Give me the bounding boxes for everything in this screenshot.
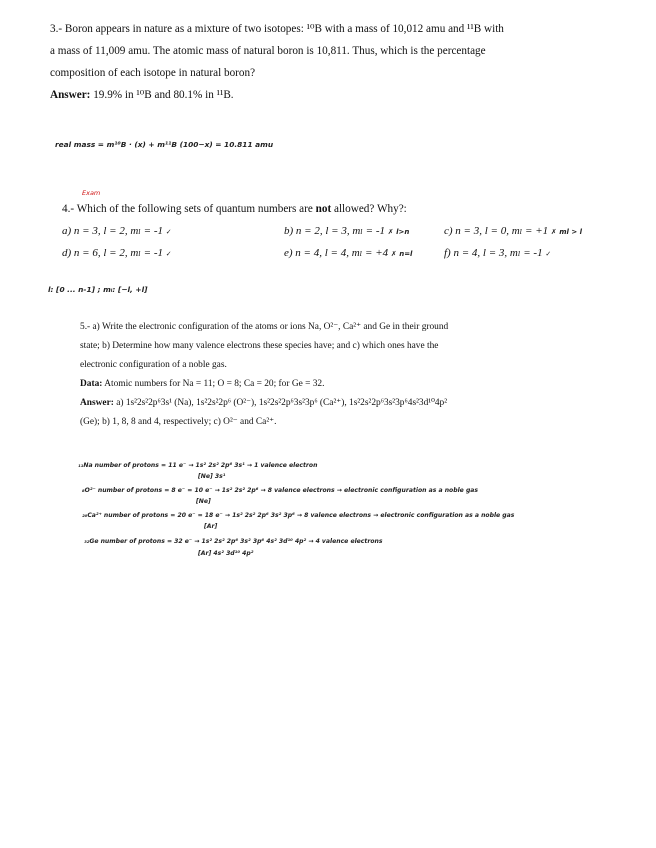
handwriting-q4: l: [0 ... n-1] ; mₗ: [−l, +l]	[48, 285, 148, 294]
q4-option-d: d) n = 6, l = 2, mₗ = -1 ✓	[62, 247, 172, 259]
handwriting-q5-line-8: [Ar] 4s² 3d¹⁰ 4p²	[198, 550, 254, 557]
q5-answer	[80, 394, 546, 413]
q4-option-f: f) n = 4, l = 3, mₗ = -1 ✓	[444, 247, 552, 259]
question-3	[50, 18, 595, 106]
q5-answer-cont: (Ge); b) 1, 8, 8 and 4, respectively; c) O²⁻ and Ca²⁺.	[80, 417, 277, 427]
handwriting-q5-line-1: ₁₁Na number of protons = 11 e⁻ → 1s² 2s² 2p⁶ 3s¹ → 1 valence electron	[78, 462, 318, 469]
q5-answer-label: Answer:	[80, 398, 114, 408]
handwriting-q5-line-3: ₈O²⁻ number of protons = 8 e⁻ = 10 e⁻ → 1s² 2s² 2p⁶ → 8 valence electrons → electronic configuration as a noble gas	[82, 487, 479, 494]
q4-suffix: allowed? Why?:	[331, 203, 407, 215]
q4-mark-c: ✗ ml > l	[550, 228, 583, 236]
question-5	[80, 318, 546, 432]
q4-mark-b: ✗ l>n	[387, 228, 410, 236]
q5-answer-text-1: a) 1s²2s²2p⁶3s¹ (Na), 1s²2s²2p⁶ (O²⁻), 1s²2s²2p⁶3s²3p⁶ (Ca²⁺), 1s²2s²2p⁶3s²3p⁶4s²3d¹⁰4p²	[113, 398, 448, 408]
red-note: Exam	[82, 189, 101, 197]
q5-data-label: Data:	[80, 379, 103, 389]
q3-line-1: 3.- Boron appears in nature as a mixture of two isotopes: ¹⁰B with a mass of 10,012 amu and ¹¹B with	[50, 23, 504, 35]
q4-option-c: c) n = 3, l = 0, mₗ = +1 ✗ ml > l	[444, 225, 583, 237]
q4-mark-d: ✓	[165, 250, 172, 258]
q3-line-3: composition of each isotope in natural boron?	[50, 67, 256, 79]
q4-mark-a: ✓	[165, 228, 172, 236]
handwriting-q5-line-5: ₂₀Ca²⁺ number of protons = 20 e⁻ = 18 e⁻ → 1s² 2s² 2p⁶ 3s² 3p⁶ → 8 valence electrons → electronic configuration as a noble gas	[82, 512, 515, 519]
q5-line-1: 5.- a) Write the electronic configuration of the atoms or ions Na, O²⁻, Ca²⁺ and Ge in their ground	[80, 322, 449, 332]
q4-mark-e: ✗ n=l	[390, 250, 413, 258]
q4-bold-word: not	[315, 203, 332, 215]
handwriting-q5-line-7: ₃₂Ge number of protons = 32 e⁻ → 1s² 2s² 2p⁶ 3s² 3p⁶ 4s² 3d¹⁰ 4p² → 4 valence electrons	[84, 538, 383, 545]
q3-answer-text: 19.9% in ¹⁰B and 80.1% in ¹¹B.	[90, 89, 234, 101]
q5-data-text: Atomic numbers for Na = 11; O = 8; Ca = 20; for Ge = 32.	[102, 379, 325, 389]
handwriting-q5-line-2: [Ne] 3s¹	[198, 473, 226, 480]
q3-answer	[50, 84, 595, 106]
q5-data	[80, 375, 546, 394]
q5-line-3: electronic configuration of a noble gas.	[80, 360, 227, 370]
q4-prompt	[62, 198, 407, 220]
handwriting-q5-line-4: [Ne]	[196, 498, 211, 505]
handwriting-q5-line-6: [Ar]	[204, 523, 218, 530]
q5-line-2: state; b) Determine how many valence electrons these species have; and c) which ones have the	[80, 341, 439, 351]
q4-prefix: 4.- Which of the following sets of quantum numbers are	[62, 203, 316, 215]
handwriting-q3: real mass = m¹⁰B · (x) + m¹¹B (100−x) = 10.811 amu	[55, 140, 274, 149]
q4-option-a: a) n = 3, l = 2, mₗ = -1 ✓	[62, 225, 172, 237]
q4-mark-f: ✓	[545, 250, 552, 258]
q3-line-2: a mass of 11,009 amu. The atomic mass of natural boron is 10,811. Thus, which is the percentage	[50, 45, 486, 57]
question-4	[62, 198, 622, 268]
q4-option-b: b) n = 2, l = 3, mₗ = -1 ✗ l>n	[284, 225, 410, 237]
q4-option-e: e) n = 4, l = 4, mₗ = +4 ✗ n=l	[284, 247, 413, 259]
q3-answer-label: Answer:	[50, 89, 91, 101]
